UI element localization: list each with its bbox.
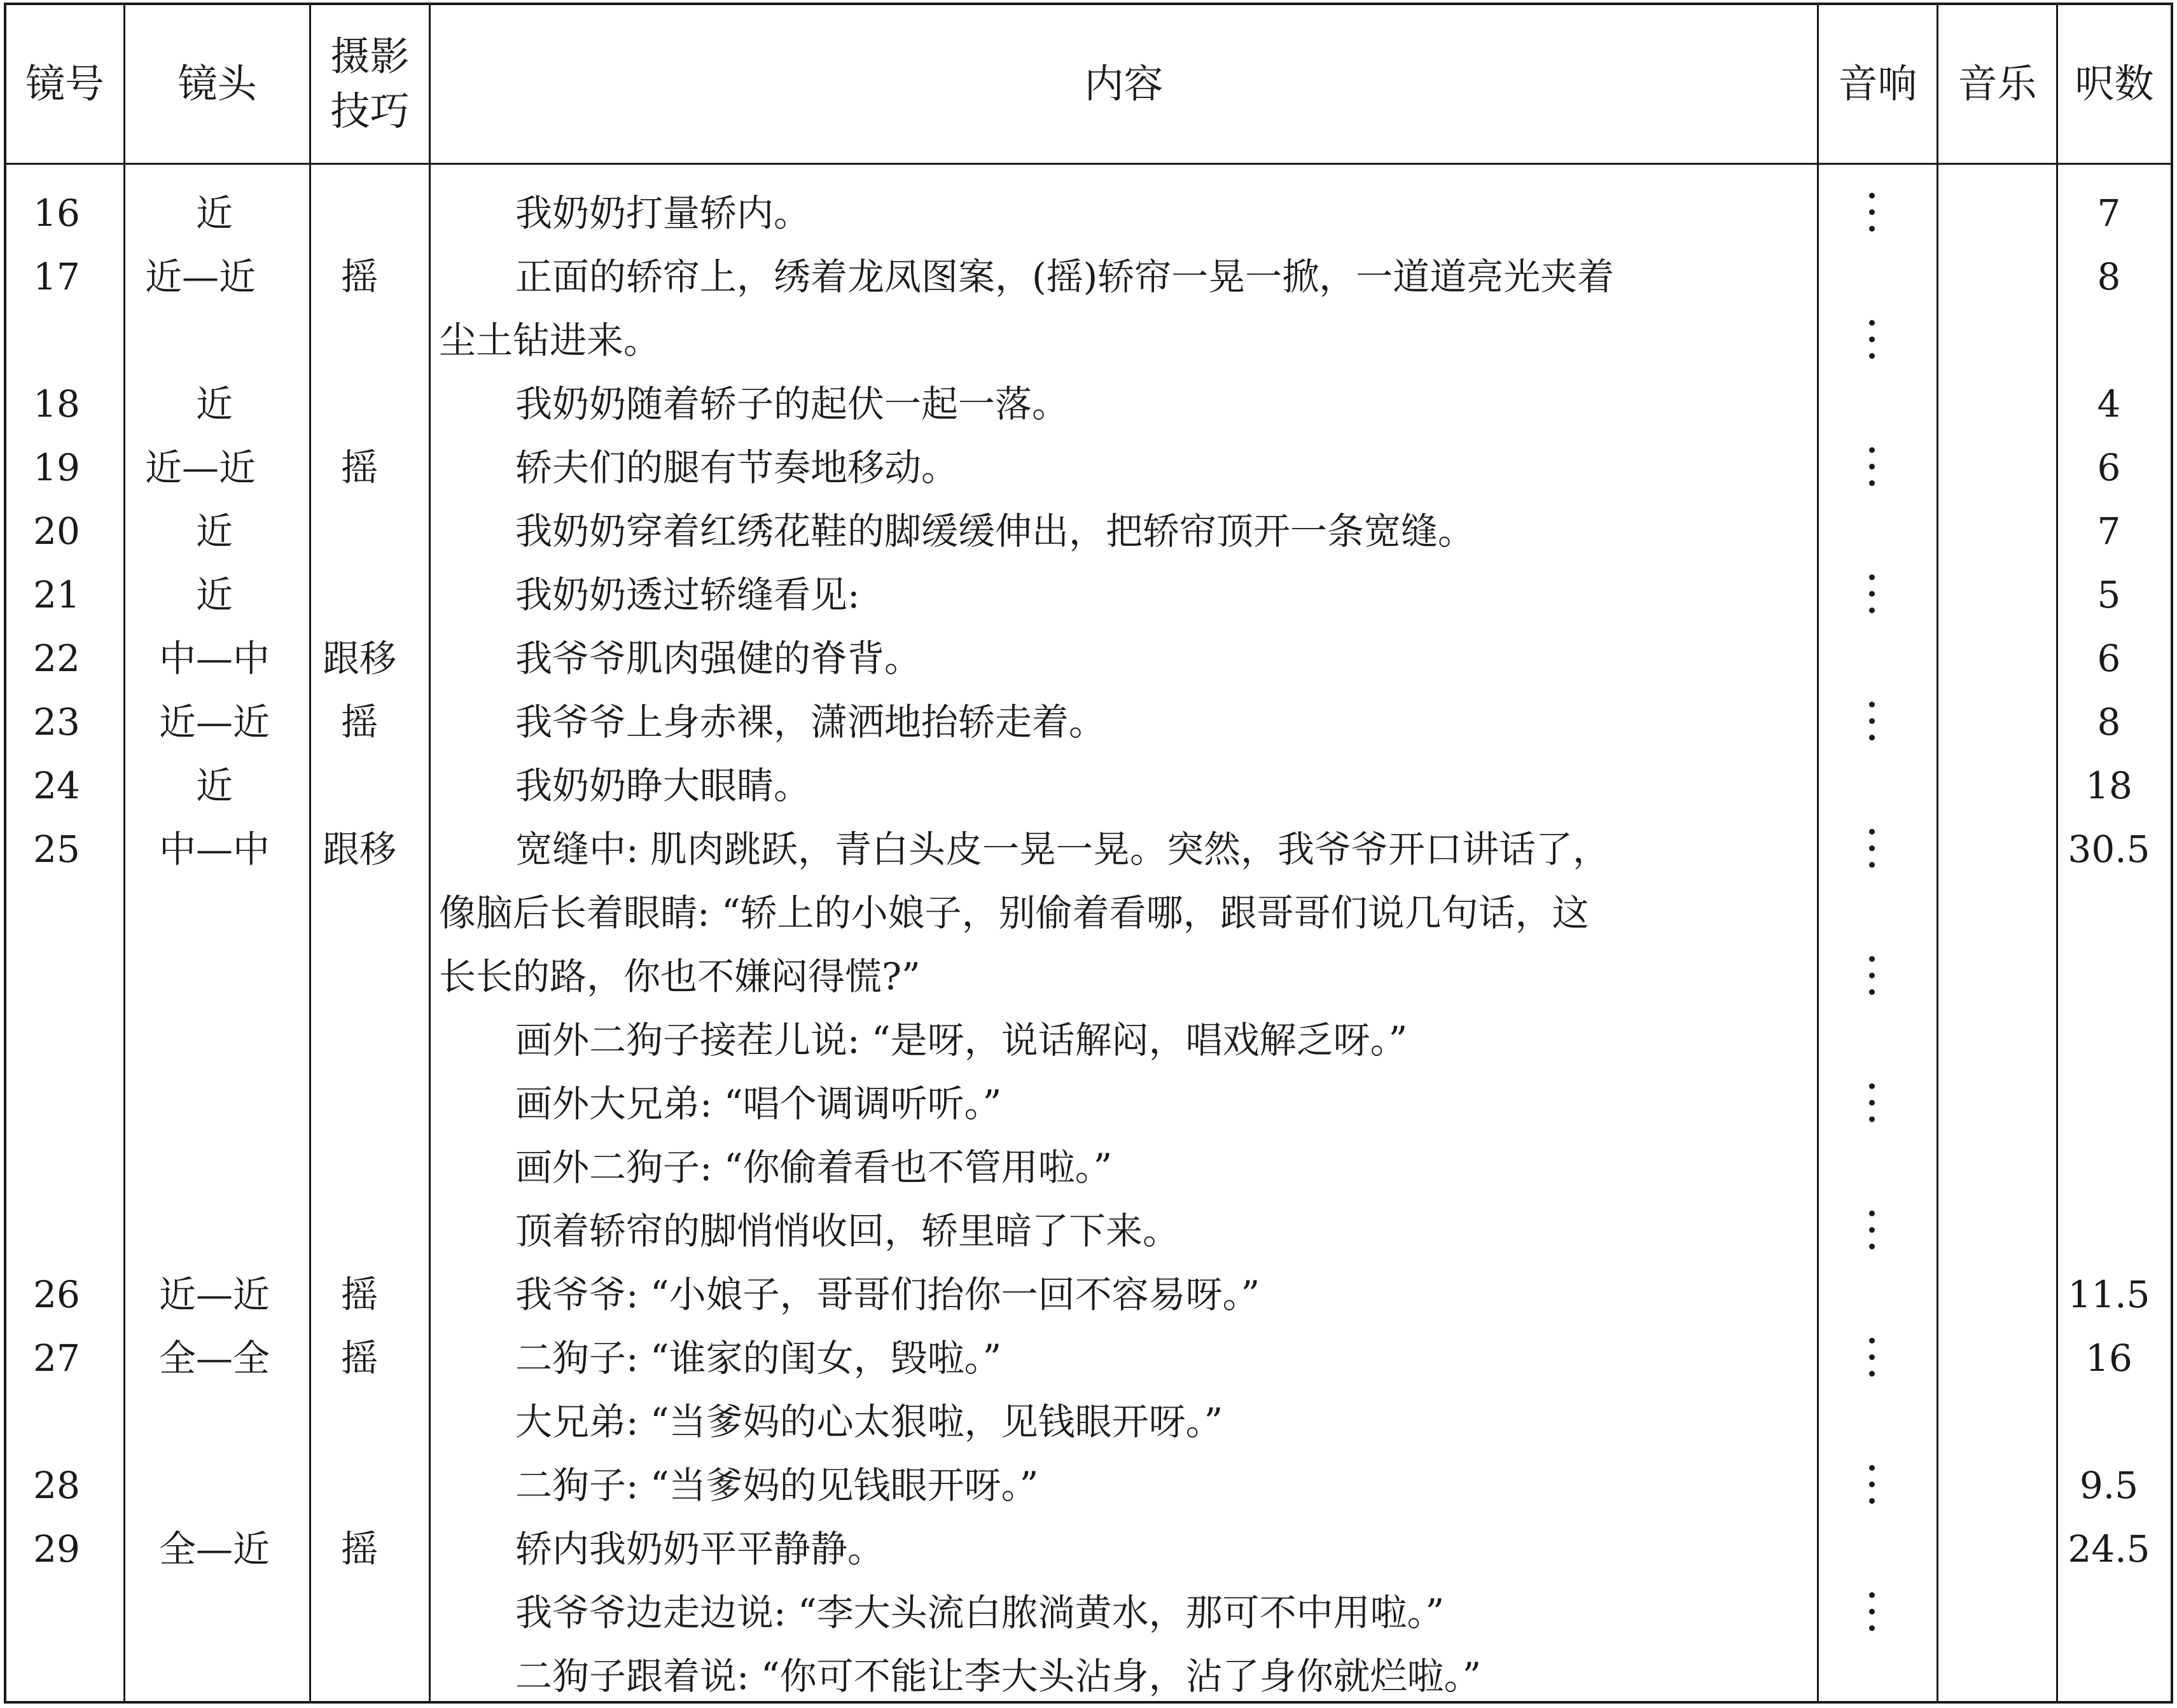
header-shot: 镜头 [177, 60, 257, 107]
sound-marker-icon [1867, 320, 1876, 361]
content-line: 我爷爷上身赤裸，潇洒地抬轿走着。 [515, 700, 1106, 744]
sound-marker-icon [1867, 1592, 1876, 1633]
shot-length: 7 [2097, 191, 2121, 235]
sound-marker-icon [1867, 574, 1876, 615]
shot-length: 18 [2085, 764, 2132, 807]
shot-size: 中—中 [158, 828, 270, 871]
shot-length: 5 [2097, 573, 2121, 616]
shot-length: 11.5 [2068, 1273, 2150, 1316]
header-divider [6, 163, 2171, 165]
shot-number: 23 [33, 700, 80, 744]
shot-size: 近—近 [158, 700, 270, 744]
column-divider [429, 5, 431, 1701]
sound-marker-icon [1867, 1338, 1876, 1378]
shot-length: 6 [2097, 446, 2121, 489]
column-divider [1937, 5, 1938, 1701]
camera-technique: 摇 [340, 1527, 378, 1571]
camera-technique: 摇 [340, 1337, 378, 1380]
sound-marker-icon [1867, 702, 1876, 742]
content-line: 我爷爷肌肉强健的脊背。 [515, 637, 922, 680]
shot-number: 26 [33, 1273, 80, 1316]
sound-marker-icon [1867, 447, 1876, 488]
content-line: 宽缝中: 肌肉跳跃，青白头皮一晃一晃。突然，我爷爷开口讲话了， [515, 828, 1610, 871]
shot-number: 29 [33, 1527, 80, 1571]
shot-size: 近—近 [144, 255, 256, 298]
shot-number: 27 [33, 1337, 80, 1380]
shot-size: 近 [195, 764, 233, 807]
header-technique-line1: 摄影 [330, 33, 410, 80]
shot-number: 20 [33, 510, 80, 553]
content-line: 轿内我奶奶平平静静。 [515, 1527, 885, 1571]
shot-length: 6 [2097, 637, 2121, 680]
shot-size: 中—中 [158, 637, 270, 680]
header-num: 镜号 [25, 60, 104, 107]
shot-size: 近 [195, 382, 233, 426]
shot-size: 全—全 [158, 1337, 270, 1380]
header-sound: 音响 [1838, 60, 1917, 107]
content-line: 轿夫们的腿有节奏地移动。 [515, 446, 959, 489]
camera-technique: 摇 [340, 1273, 378, 1316]
sound-marker-icon [1867, 829, 1876, 870]
content-line: 画外二狗子: “你偷着看也不管用啦。” [515, 1146, 1113, 1189]
header-content: 内容 [1084, 60, 1164, 107]
camera-technique: 摇 [340, 255, 378, 298]
content-line: 二狗子: “谁家的闺女，毁啦。” [515, 1337, 1002, 1380]
sound-marker-icon [1867, 956, 1876, 997]
header-music: 音乐 [1958, 60, 2037, 107]
shot-size: 近—近 [158, 1273, 270, 1316]
content-line: 正面的轿帘上，绣着龙凤图案，(摇)轿帘一晃一掀，一道道亮光夹着 [515, 255, 1615, 298]
content-line: 大兄弟: “当爹妈的心太狠啦，见钱眼开呀。” [515, 1400, 1223, 1443]
shot-size: 近 [195, 191, 233, 235]
shot-length: 4 [2097, 382, 2121, 426]
header-technique [311, 5, 429, 163]
sound-marker-icon [1867, 1211, 1876, 1251]
content-line: 二狗子跟着说: “你可不能让李大头沾身，沾了身你就烂啦。” [515, 1655, 1482, 1698]
content-line: 画外二狗子接茬儿说: “是呀，说话解闷，唱戏解乏呀。” [515, 1018, 1408, 1062]
content-line: 顶着轿帘的脚悄悄收回，轿里暗了下来。 [515, 1209, 1180, 1253]
sound-marker-icon [1867, 1083, 1876, 1124]
content-line: 我奶奶打量轿内。 [515, 191, 811, 235]
content-line: 尘土钻进来。 [439, 319, 661, 362]
content-line: 我奶奶随着轿子的起伏一起一落。 [515, 382, 1069, 426]
camera-technique: 摇 [340, 446, 378, 489]
shot-length: 30.5 [2068, 828, 2150, 871]
shot-size: 全—近 [158, 1527, 270, 1571]
shot-number: 22 [33, 637, 80, 680]
shot-number: 21 [33, 573, 80, 616]
content-line: 我奶奶睁大眼睛。 [515, 764, 811, 807]
shot-number: 18 [33, 382, 80, 426]
header-technique-line2: 技巧 [330, 88, 410, 134]
camera-technique: 跟移 [322, 828, 396, 871]
shot-number: 25 [33, 828, 80, 871]
shot-size: 近 [195, 510, 233, 553]
content-line: 我奶奶透过轿缝看见: [515, 573, 860, 616]
shot-number: 19 [33, 446, 80, 489]
camera-technique: 跟移 [322, 637, 396, 680]
shot-length: 24.5 [2068, 1527, 2150, 1571]
content-line: 长长的路，你也不嫌闷得慌?” [439, 955, 921, 998]
shot-size: 近 [195, 573, 233, 616]
sound-marker-icon [1867, 1465, 1876, 1506]
content-line: 画外大兄弟: “唱个调调听听。” [515, 1082, 1002, 1125]
shot-number: 17 [33, 255, 80, 298]
shot-length: 8 [2097, 700, 2121, 744]
content-line: 我爷爷: “小娘子，哥哥们抬你一回不容易呀。” [515, 1273, 1260, 1316]
sound-marker-icon [1867, 193, 1876, 233]
shot-number: 28 [33, 1464, 80, 1507]
shot-length: 9.5 [2079, 1464, 2139, 1507]
shot-size: 近—近 [144, 446, 256, 489]
content-line: 我爷爷边走边说: “李大头流白脓淌黄水，那可不中用啦。” [515, 1591, 1445, 1634]
camera-technique: 摇 [340, 700, 378, 744]
header-length: 呎数 [2075, 60, 2154, 107]
shot-length: 8 [2097, 255, 2121, 298]
content-line: 二狗子: “当爹妈的见钱眼开呀。” [515, 1464, 1039, 1507]
content-line: 我奶奶穿着红绣花鞋的脚缓缓伸出，把轿帘顶开一条宽缝。 [515, 510, 1475, 553]
shot-number: 24 [33, 764, 80, 807]
shot-length: 16 [2085, 1337, 2132, 1380]
content-line: 像脑后长着眼睛: “轿上的小娘子，别偷着看哪，跟哥哥们说几句话，这 [439, 891, 1589, 934]
shot-number: 16 [33, 191, 80, 235]
shot-length: 7 [2097, 510, 2121, 553]
